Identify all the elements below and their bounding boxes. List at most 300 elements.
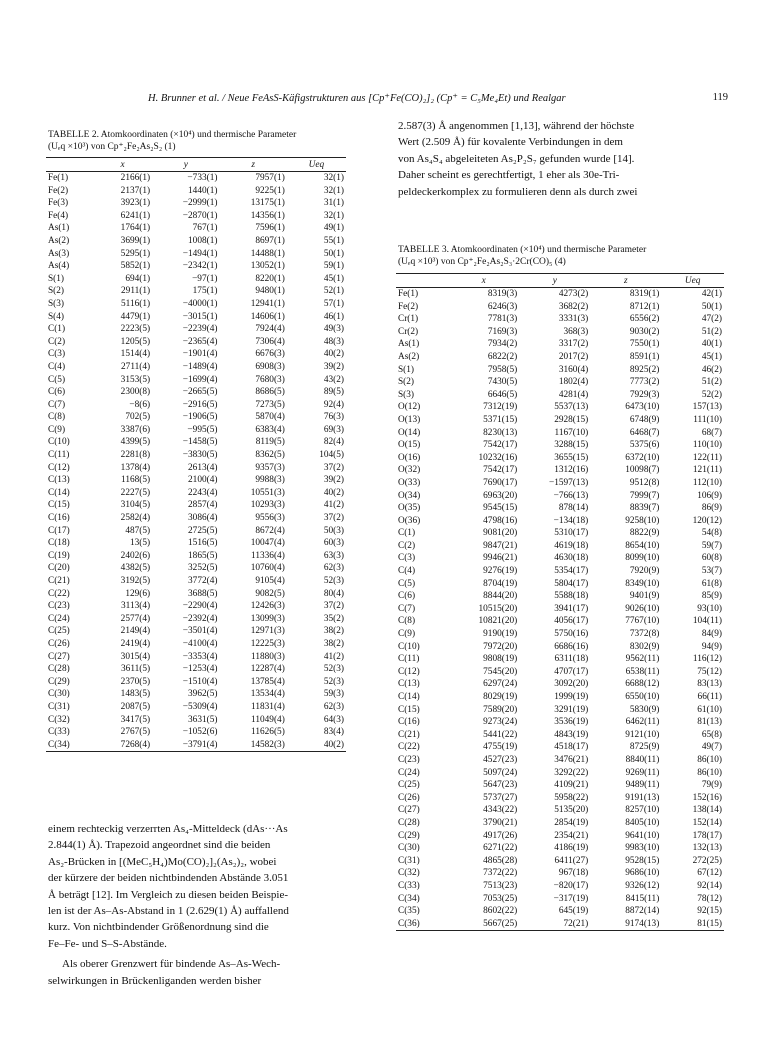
text-line: Daher scheint es gerechtfertigt, 1 eher als 30e-Tri- xyxy=(398,169,620,182)
atom-label: C(31) xyxy=(398,855,420,866)
atom-label: C(16) xyxy=(48,513,70,524)
table-row xyxy=(46,411,346,424)
coordinate-value: 3252(5) xyxy=(188,563,218,574)
text-line: Fe–Fe- und S–S-Abstände. xyxy=(48,937,167,950)
coordinate-value: 116(12) xyxy=(692,654,722,665)
table-row xyxy=(46,185,346,198)
atom-label: O(34) xyxy=(398,490,421,501)
table-row xyxy=(46,260,346,273)
atom-label: C(33) xyxy=(398,880,420,891)
table2-header-row xyxy=(46,158,346,172)
coordinate-value: 59(7) xyxy=(701,540,722,551)
coordinate-value: −766(13) xyxy=(553,490,589,501)
text-line: len ist der As–As-Abstand in 1 (2.629(1) Å) auffallend xyxy=(48,905,289,918)
coordinate-value: 157(13) xyxy=(692,402,722,413)
atom-label: C(13) xyxy=(398,679,420,690)
coordinate-value: 2223(5) xyxy=(120,324,151,335)
coordinate-value: 13175(1) xyxy=(250,198,285,209)
atom-label: C(3) xyxy=(48,349,66,360)
coordinate-value: 3655(15) xyxy=(554,452,589,463)
table3-body xyxy=(396,288,724,931)
text-line: Wert (2.509 Å) für kovalente Verbindungen in dem xyxy=(398,136,623,149)
atom-label: S(3) xyxy=(48,298,65,309)
table-row xyxy=(396,716,724,729)
table-row xyxy=(396,439,724,452)
coordinate-value: 9276(19) xyxy=(483,566,518,577)
coordinate-value: 967(18) xyxy=(558,868,589,879)
table-row xyxy=(396,401,724,414)
coordinate-value: 9528(15) xyxy=(625,855,660,866)
coordinate-value: 7306(4) xyxy=(255,336,285,347)
coordinate-value: 3015(4) xyxy=(120,651,151,662)
coordinate-value: 3772(4) xyxy=(188,576,218,586)
table2-caption-line2: (Uₑq ×10³) von Cp⁺₂Fe₂As₂S₂ (1) xyxy=(48,142,176,152)
coordinate-value: 13099(3) xyxy=(250,613,285,624)
coordinate-value: 3962(5) xyxy=(188,689,218,700)
coordinate-value: 9489(11) xyxy=(625,780,660,791)
coordinate-value: −3791(4) xyxy=(152,739,219,752)
coordinate-value: 59(3) xyxy=(323,689,344,700)
coordinate-value: 8230(13) xyxy=(483,427,518,438)
coordinate-value: 2137(1) xyxy=(120,185,151,196)
atom-label: C(31) xyxy=(48,701,70,712)
coordinate-value: 5647(23) xyxy=(483,780,518,791)
atom-label: O(12) xyxy=(398,402,421,413)
atom-label: C(34) xyxy=(398,893,420,904)
table2-body xyxy=(46,172,346,752)
column-header: x xyxy=(448,274,519,288)
column-header: y xyxy=(152,158,219,172)
coordinate-value: 52(3) xyxy=(323,576,344,586)
atom-label: C(5) xyxy=(398,578,416,589)
coordinate-value: 55(1) xyxy=(323,235,344,246)
coordinate-value: 7781(3) xyxy=(487,314,518,325)
coordinate-value: 8822(9) xyxy=(629,528,660,539)
coordinate-value: 8697(1) xyxy=(255,235,285,246)
coordinate-value: 32(1) xyxy=(323,210,344,221)
coordinate-value: 487(5) xyxy=(125,525,151,536)
coordinate-value: 645(19) xyxy=(558,906,589,917)
coordinate-value: 8840(11) xyxy=(625,754,660,765)
coordinate-value: 7999(7) xyxy=(629,490,660,501)
table2-caption xyxy=(48,129,373,153)
coordinate-value: 9190(19) xyxy=(483,629,518,640)
coordinate-value: 2300(8) xyxy=(120,387,151,398)
coordinate-value: 79(9) xyxy=(701,780,722,791)
coordinate-value: 14356(1) xyxy=(250,210,285,221)
coordinate-value: 2370(5) xyxy=(120,676,151,687)
coordinate-value: 7929(3) xyxy=(629,389,660,400)
coordinate-value: 138(14) xyxy=(692,805,722,816)
table-row xyxy=(46,336,346,349)
atom-label: C(8) xyxy=(48,412,66,423)
coordinate-value: 4865(28) xyxy=(483,855,518,866)
atom-label: C(14) xyxy=(48,487,70,498)
table-row xyxy=(46,739,346,752)
coordinate-value: 3536(19) xyxy=(554,717,589,728)
coordinate-value: 3317(2) xyxy=(558,339,589,350)
coordinate-value: 9808(19) xyxy=(483,654,518,665)
table-row xyxy=(396,678,724,691)
coordinate-value: 31(1) xyxy=(323,198,344,209)
coordinate-value: −2392(4) xyxy=(182,613,218,624)
atom-label: C(29) xyxy=(48,676,70,687)
table-row xyxy=(46,449,346,462)
coordinate-value: 3611(5) xyxy=(121,664,151,675)
atom-label: C(36) xyxy=(396,918,448,931)
atom-label: O(36) xyxy=(398,515,421,526)
coordinate-value: 32(1) xyxy=(323,173,344,183)
table-row xyxy=(46,285,346,298)
coordinate-value: −2239(4) xyxy=(182,324,218,335)
coordinate-value: 8302(9) xyxy=(629,641,660,652)
atom-label: As(3) xyxy=(48,248,70,259)
coordinate-value: 7542(17) xyxy=(483,440,518,451)
atom-label: C(19) xyxy=(48,550,70,561)
table2 xyxy=(46,157,346,752)
coordinate-value: 52(1) xyxy=(323,286,344,297)
coordinate-value: 81(15) xyxy=(661,918,724,931)
coordinate-value: 7273(5) xyxy=(255,399,285,410)
coordinate-value: 2243(4) xyxy=(188,487,218,498)
text-line: Als oberer Grenzwert für bindende As–As-Wech- xyxy=(62,958,281,971)
coordinate-value: 46(2) xyxy=(701,364,722,375)
coordinate-value: 3699(1) xyxy=(120,235,151,246)
coordinate-value: 3292(22) xyxy=(554,767,589,778)
coordinate-value: 5375(6) xyxy=(629,440,660,451)
coordinate-value: 12287(4) xyxy=(250,664,285,675)
coordinate-value: 7934(2) xyxy=(487,339,518,350)
coordinate-value: 37(2) xyxy=(323,513,344,524)
coordinate-value: 8925(2) xyxy=(629,364,660,375)
coordinate-value: 47(2) xyxy=(701,314,722,325)
coordinate-value: 10551(3) xyxy=(250,487,285,498)
atom-label: As(4) xyxy=(48,261,70,272)
atom-label: C(13) xyxy=(48,475,70,486)
table-row xyxy=(46,172,346,185)
atom-label: S(3) xyxy=(398,389,415,400)
coordinate-value: 32(1) xyxy=(323,185,344,196)
coordinate-value: 52(3) xyxy=(323,676,344,687)
coordinate-value: 4798(16) xyxy=(483,515,518,526)
coordinate-value: −5309(4) xyxy=(182,701,218,712)
text-line: selwirkungen in Brückenliganden werden bisher xyxy=(48,974,262,987)
coordinate-value: 86(10) xyxy=(697,767,722,778)
coordinate-value: 6241(1) xyxy=(120,210,151,221)
atom-label: C(2) xyxy=(48,336,66,347)
table-row xyxy=(396,817,724,830)
coordinate-value: 1999(19) xyxy=(554,692,589,702)
coordinate-value: 272(25) xyxy=(692,855,722,866)
atom-label: C(25) xyxy=(398,780,420,791)
coordinate-value: 52(3) xyxy=(323,664,344,675)
coordinate-value: −1901(4) xyxy=(182,349,218,360)
table-row xyxy=(396,351,724,364)
atom-label: C(30) xyxy=(398,843,420,854)
table-row xyxy=(396,464,724,477)
coordinate-value: 3086(4) xyxy=(188,513,218,524)
coordinate-value: 5804(17) xyxy=(554,578,589,589)
coordinate-value: 6963(20) xyxy=(483,490,518,501)
coordinate-value: 3291(19) xyxy=(554,704,589,715)
table-row xyxy=(46,512,346,525)
coordinate-value: 7169(3) xyxy=(487,326,518,337)
atom-label: C(20) xyxy=(48,563,70,574)
coordinate-value: 3113(4) xyxy=(121,601,151,612)
coordinate-value: 10098(7) xyxy=(625,465,660,476)
table-row xyxy=(46,588,346,601)
table3 xyxy=(396,273,724,931)
atom-label: Fe(1) xyxy=(398,289,419,299)
coordinate-value: 5852(1) xyxy=(120,261,151,272)
coordinate-value: 57(1) xyxy=(323,298,344,309)
coordinate-value: 14606(1) xyxy=(250,311,285,322)
atom-label: S(1) xyxy=(398,364,415,375)
coordinate-value: 11831(4) xyxy=(251,701,285,712)
table-row xyxy=(46,726,346,739)
atom-label: C(21) xyxy=(398,729,420,740)
atom-label: O(33) xyxy=(398,477,421,488)
coordinate-value: 9556(3) xyxy=(255,513,285,524)
coordinate-value: 7589(20) xyxy=(483,704,518,715)
atom-label: O(15) xyxy=(398,440,421,451)
coordinate-value: 132(13) xyxy=(692,843,722,854)
table-row xyxy=(396,729,724,742)
table-row xyxy=(396,578,724,591)
atom-label: C(11) xyxy=(48,450,70,461)
coordinate-value: 112(10) xyxy=(692,477,722,488)
coordinate-value: 2854(19) xyxy=(554,817,589,828)
right-body-text xyxy=(398,118,728,200)
coordinate-value: 694(1) xyxy=(125,273,151,284)
table-row xyxy=(396,590,724,603)
coordinate-value: 51(2) xyxy=(701,326,722,337)
atom-label: C(5) xyxy=(48,374,66,385)
coordinate-value: −3015(1) xyxy=(182,311,218,322)
coordinate-value: 62(3) xyxy=(323,701,344,712)
coordinate-value: 7924(4) xyxy=(255,324,285,335)
coordinate-value: 9121(10) xyxy=(625,729,660,740)
coordinate-value: 12971(3) xyxy=(250,626,285,637)
coordinate-value: −733(1) xyxy=(187,173,218,183)
coordinate-value: 9258(10) xyxy=(625,515,660,526)
coordinate-value: 7690(17) xyxy=(483,477,518,488)
coordinate-value: 7550(1) xyxy=(629,339,660,350)
coordinate-value: 76(3) xyxy=(323,412,344,423)
coordinate-value: −1699(4) xyxy=(182,374,218,385)
coordinate-value: 9983(10) xyxy=(625,843,660,854)
text-line: einem rechteckig verzerrten As₄-Mitteldeck (dAs···As xyxy=(48,823,288,835)
table-row xyxy=(396,905,724,918)
coordinate-value: 11336(4) xyxy=(251,550,285,561)
table-row xyxy=(46,499,346,512)
coordinate-value: 4707(17) xyxy=(554,666,589,677)
coordinate-value: 9105(4) xyxy=(255,576,285,586)
table-row xyxy=(46,348,346,361)
left-paragraph-1 xyxy=(48,821,370,952)
coordinate-value: 4527(23) xyxy=(483,754,518,765)
column-header: z xyxy=(590,274,661,288)
coordinate-value: 49(1) xyxy=(323,223,344,234)
atom-label: C(14) xyxy=(398,692,420,702)
atom-label: C(24) xyxy=(398,767,420,778)
coordinate-value: −3501(4) xyxy=(182,626,218,637)
coordinate-value: 3923(1) xyxy=(120,198,151,209)
coordinate-value: 3631(5) xyxy=(188,714,218,725)
coordinate-value: 121(11) xyxy=(692,465,722,476)
coordinate-value: 2227(5) xyxy=(120,487,151,498)
table-row xyxy=(396,427,724,440)
atom-label: C(22) xyxy=(398,742,420,753)
table-row xyxy=(396,364,724,377)
column-header: y xyxy=(519,274,590,288)
coordinate-value: 122(11) xyxy=(692,452,722,463)
coordinate-value: 10232(16) xyxy=(478,452,518,463)
table-row xyxy=(396,338,724,351)
coordinate-value: 2149(4) xyxy=(120,626,151,637)
text-line: As₂-Brücken in [(MeC₅H₄)Mo(CO)₂]₂(As₂)₂, wobei xyxy=(48,855,277,868)
table-row xyxy=(46,714,346,727)
atom-label: O(16) xyxy=(398,452,421,463)
coordinate-value: 48(3) xyxy=(323,336,344,347)
coordinate-value: −1510(4) xyxy=(182,676,218,687)
coordinate-value: 7958(5) xyxy=(487,364,518,375)
atom-label: C(23) xyxy=(398,754,420,765)
coordinate-value: 6271(22) xyxy=(483,843,518,854)
coordinate-value: 1312(16) xyxy=(554,465,589,476)
coordinate-value: 4619(18) xyxy=(554,540,589,551)
coordinate-value: 8099(10) xyxy=(625,553,660,564)
coordinate-value: 7053(25) xyxy=(483,893,518,904)
coordinate-value: 8119(5) xyxy=(255,437,285,448)
coordinate-value: 60(8) xyxy=(701,553,722,564)
coordinate-value: 8220(1) xyxy=(255,273,285,284)
coordinate-value: 3153(5) xyxy=(120,374,151,385)
coordinate-value: 4281(4) xyxy=(558,389,589,400)
column-header: z xyxy=(219,158,286,172)
coordinate-value: 11880(3) xyxy=(251,651,285,662)
coordinate-value: 53(7) xyxy=(701,566,722,577)
table-row xyxy=(396,376,724,389)
coordinate-value: 7680(3) xyxy=(255,374,285,385)
page-number: 119 xyxy=(712,92,728,103)
coordinate-value: 4630(18) xyxy=(554,553,589,564)
coordinate-value: 106(9) xyxy=(697,490,722,501)
coordinate-value: 9082(5) xyxy=(255,588,285,599)
atom-label: Cr(1) xyxy=(398,314,419,325)
table-row xyxy=(46,613,346,626)
coordinate-value: 7920(9) xyxy=(629,566,660,577)
coordinate-value: 2419(4) xyxy=(120,638,151,649)
atom-label: S(1) xyxy=(48,273,65,284)
coordinate-value: 6297(24) xyxy=(483,679,518,690)
coordinate-value: 6822(2) xyxy=(487,351,518,362)
coordinate-value: −317(19) xyxy=(553,893,589,904)
coordinate-value: 1167(10) xyxy=(554,427,589,438)
coordinate-value: 4399(5) xyxy=(120,437,151,448)
atom-label: C(35) xyxy=(398,906,420,917)
atom-label: C(10) xyxy=(48,437,70,448)
coordinate-value: 14488(1) xyxy=(250,248,285,259)
coordinate-value: 5537(13) xyxy=(554,402,589,413)
coordinate-value: 40(2) xyxy=(323,349,344,360)
table-row xyxy=(46,374,346,387)
coordinate-value: 4843(19) xyxy=(554,729,589,740)
atom-label: S(2) xyxy=(398,377,415,388)
coordinate-value: 4518(17) xyxy=(554,742,589,753)
coordinate-value: −2365(4) xyxy=(182,336,218,347)
coordinate-value: 10821(20) xyxy=(478,616,518,627)
coordinate-value: −1597(13) xyxy=(548,477,589,488)
coordinate-value: 41(2) xyxy=(323,651,344,662)
coordinate-value: 152(16) xyxy=(692,792,722,803)
coordinate-value: 1514(4) xyxy=(120,349,151,360)
coordinate-value: 83(13) xyxy=(697,679,722,690)
table-row xyxy=(46,273,346,286)
coordinate-value: −2342(1) xyxy=(182,261,218,272)
coordinate-value: 2017(2) xyxy=(558,351,589,362)
coordinate-value: 1865(5) xyxy=(188,550,218,561)
coordinate-value: 4056(17) xyxy=(554,616,589,627)
table-row xyxy=(396,540,724,553)
coordinate-value: 8257(10) xyxy=(625,805,660,816)
coordinate-value: 49(7) xyxy=(701,742,722,753)
coordinate-value: 7596(1) xyxy=(255,223,285,234)
coordinate-value: 35(2) xyxy=(323,613,344,624)
coordinate-value: 8602(22) xyxy=(483,906,518,917)
table-row xyxy=(46,361,346,374)
table-row xyxy=(46,474,346,487)
coordinate-value: 104(5) xyxy=(319,450,344,461)
coordinate-value: 69(3) xyxy=(323,424,344,435)
coordinate-value: 10293(3) xyxy=(250,500,285,511)
coordinate-value: 2166(1) xyxy=(120,173,151,183)
atom-label: O(32) xyxy=(398,465,421,476)
table-row xyxy=(46,222,346,235)
coordinate-value: 3387(6) xyxy=(120,424,151,435)
coordinate-value: 9269(11) xyxy=(625,767,660,778)
coordinate-value: 2402(6) xyxy=(120,550,151,561)
coordinate-value: 9562(11) xyxy=(625,654,660,665)
coordinate-value: 40(1) xyxy=(701,339,722,350)
coordinate-value: 64(3) xyxy=(323,714,344,725)
coordinate-value: 9326(12) xyxy=(625,880,660,891)
coordinate-value: −3353(4) xyxy=(182,651,218,662)
coordinate-value: 8672(4) xyxy=(255,525,285,536)
atom-label: C(32) xyxy=(398,868,420,879)
coordinate-value: −8(6) xyxy=(129,399,151,410)
atom-label: As(1) xyxy=(48,223,70,234)
coordinate-value: 94(9) xyxy=(701,641,722,652)
table-row xyxy=(396,502,724,515)
coordinate-value: 1168(5) xyxy=(121,475,151,486)
atom-label: C(7) xyxy=(398,603,416,614)
coordinate-value: 40(2) xyxy=(323,487,344,498)
coordinate-value: 60(3) xyxy=(323,538,344,549)
coordinate-value: 9174(13) xyxy=(590,918,661,931)
atom-label: As(1) xyxy=(398,339,420,350)
atom-label: C(29) xyxy=(398,830,420,841)
coordinate-value: 9273(24) xyxy=(483,717,518,728)
coordinate-value: 51(2) xyxy=(701,377,722,388)
coordinate-value: 7372(8) xyxy=(629,629,660,640)
coordinate-value: 368(3) xyxy=(563,326,589,337)
coordinate-value: 40(2) xyxy=(287,739,346,752)
table-row xyxy=(46,235,346,248)
coordinate-value: 2928(15) xyxy=(554,414,589,425)
atom-label: C(3) xyxy=(398,553,416,564)
coordinate-value: 2725(5) xyxy=(188,525,218,536)
